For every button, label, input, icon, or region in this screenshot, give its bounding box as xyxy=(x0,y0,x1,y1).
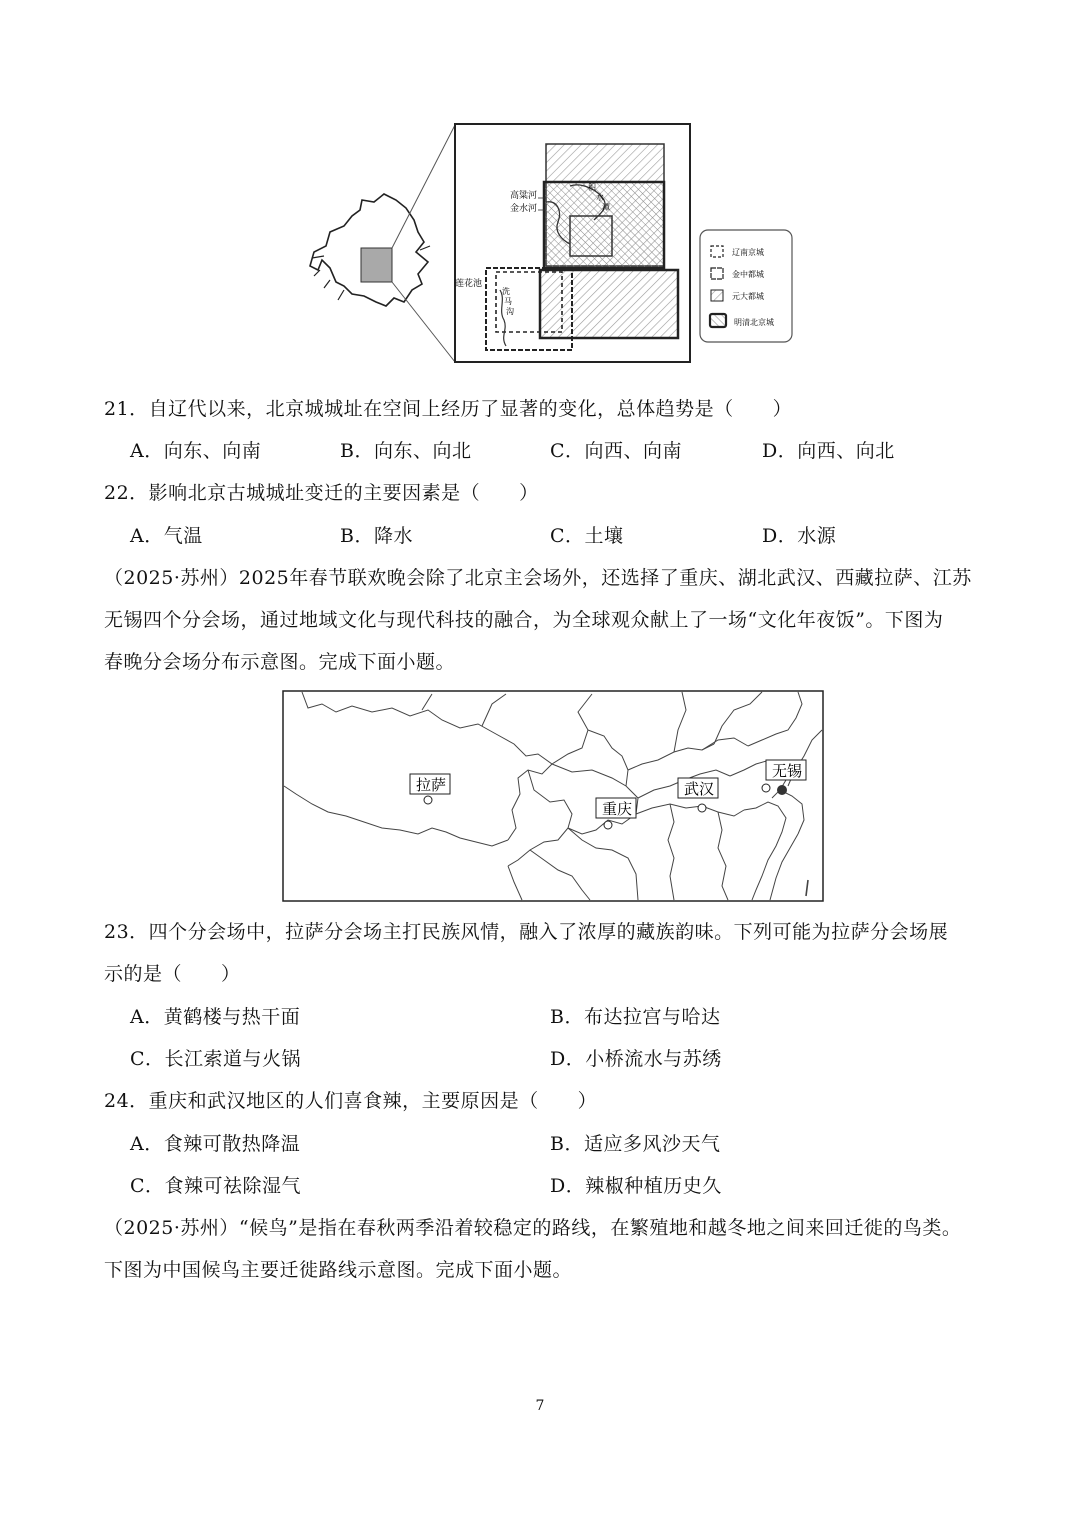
city-label-chongqing: 重庆 xyxy=(602,800,633,818)
q24-option-d[interactable]: D．辣椒种植历史久 xyxy=(550,1175,722,1197)
q22-stem: 22．影响北京古城城址变迁的主要因素是（ ） xyxy=(104,482,539,504)
intro2-line-2: 无锡四个分会场，通过地域文化与现代科技的融合，为全球观众献上了一场“文化年夜饭”。下图为 xyxy=(104,609,944,631)
q23-stem-line-2: 示的是（ ） xyxy=(104,963,241,985)
q22-option-c[interactable]: C．土壤 xyxy=(550,525,624,547)
intro2-line-3: 春晚分会场分布示意图。完成下面小题。 xyxy=(104,651,456,673)
q22-option-b[interactable]: B．降水 xyxy=(340,525,413,547)
label-gou: 沟 xyxy=(506,307,514,316)
gala-venues-map xyxy=(282,690,824,902)
q24-option-c[interactable]: C．食辣可祛除湿气 xyxy=(130,1175,302,1197)
label-jinshui: 金水河 xyxy=(510,204,538,214)
label-lianhua: 莲花池 xyxy=(455,279,483,289)
q21-stem: 21．自辽代以来，北京城城址在空间上经历了显著的变化，总体趋势是（ ） xyxy=(104,398,793,420)
ming-qing-beijing-north xyxy=(544,182,664,268)
q24-option-a[interactable]: A．食辣可散热降温 xyxy=(130,1133,301,1155)
q23-option-d[interactable]: D．小桥流水与苏绣 xyxy=(550,1048,722,1070)
intro3-line-1: （2025·苏州）“候鸟”是指在春秋两季沿着较稳定的路线，在繁殖地和越冬地之间来回迁徙的鸟类。 xyxy=(104,1217,962,1239)
page-number: 7 xyxy=(535,1398,545,1414)
intro2-line-1: （2025·苏州）2025年春节联欢晚会除了北京主会场外，还选择了重庆、湖北武汉、西藏拉萨、江苏 xyxy=(104,567,972,589)
label-xi: 洗 xyxy=(502,287,510,296)
zoom-area-marker xyxy=(361,248,392,282)
legend-yuan: 元大都城 xyxy=(732,292,764,301)
q24-stem: 24．重庆和武汉地区的人们喜食辣，主要原因是（ ） xyxy=(104,1090,598,1112)
q21-option-c[interactable]: C．向西、向南 xyxy=(550,440,683,462)
label-ji: 积 xyxy=(588,183,596,192)
q21-option-b[interactable]: B．向东、向北 xyxy=(340,440,472,462)
city-label-lhasa: 拉萨 xyxy=(416,776,447,794)
city-label-wuxi: 无锡 xyxy=(772,762,803,780)
q23-option-a[interactable]: A．黄鹤楼与热干面 xyxy=(130,1006,301,1028)
label-shui: 水 xyxy=(596,193,604,202)
q23-option-b[interactable]: B．布达拉宫与哈达 xyxy=(550,1006,721,1028)
q22-option-d[interactable]: D．水源 xyxy=(762,525,837,547)
q22-option-a[interactable]: A．气温 xyxy=(130,525,203,547)
intro3-line-2: 下图为中国候鸟主要迁徙路线示意图。完成下面小题。 xyxy=(104,1259,573,1281)
legend-liao: 辽南京城 xyxy=(732,248,764,257)
q23-option-c[interactable]: C．长江索道与火锅 xyxy=(130,1048,302,1070)
city-label-wuhan: 武汉 xyxy=(684,780,715,798)
legend-jin: 金中都城 xyxy=(732,270,764,279)
label-gaoliang: 高粱河 xyxy=(510,191,538,201)
legend-mingqing: 明清北京城 xyxy=(734,318,774,327)
label-tan: 潭 xyxy=(602,203,610,212)
q21-option-a[interactable]: A．向东、向南 xyxy=(130,440,262,462)
beijing-city-site-figure xyxy=(300,120,800,370)
q21-option-d[interactable]: D．向西、向北 xyxy=(762,440,895,462)
label-ma: 马 xyxy=(504,297,512,306)
q23-stem-line-1: 23．四个分会场中，拉萨分会场主打民族风情，融入了浓厚的藏族韵味。下列可能为拉萨分会场展 xyxy=(104,921,949,943)
q24-option-b[interactable]: B．适应多风沙天气 xyxy=(550,1133,721,1155)
